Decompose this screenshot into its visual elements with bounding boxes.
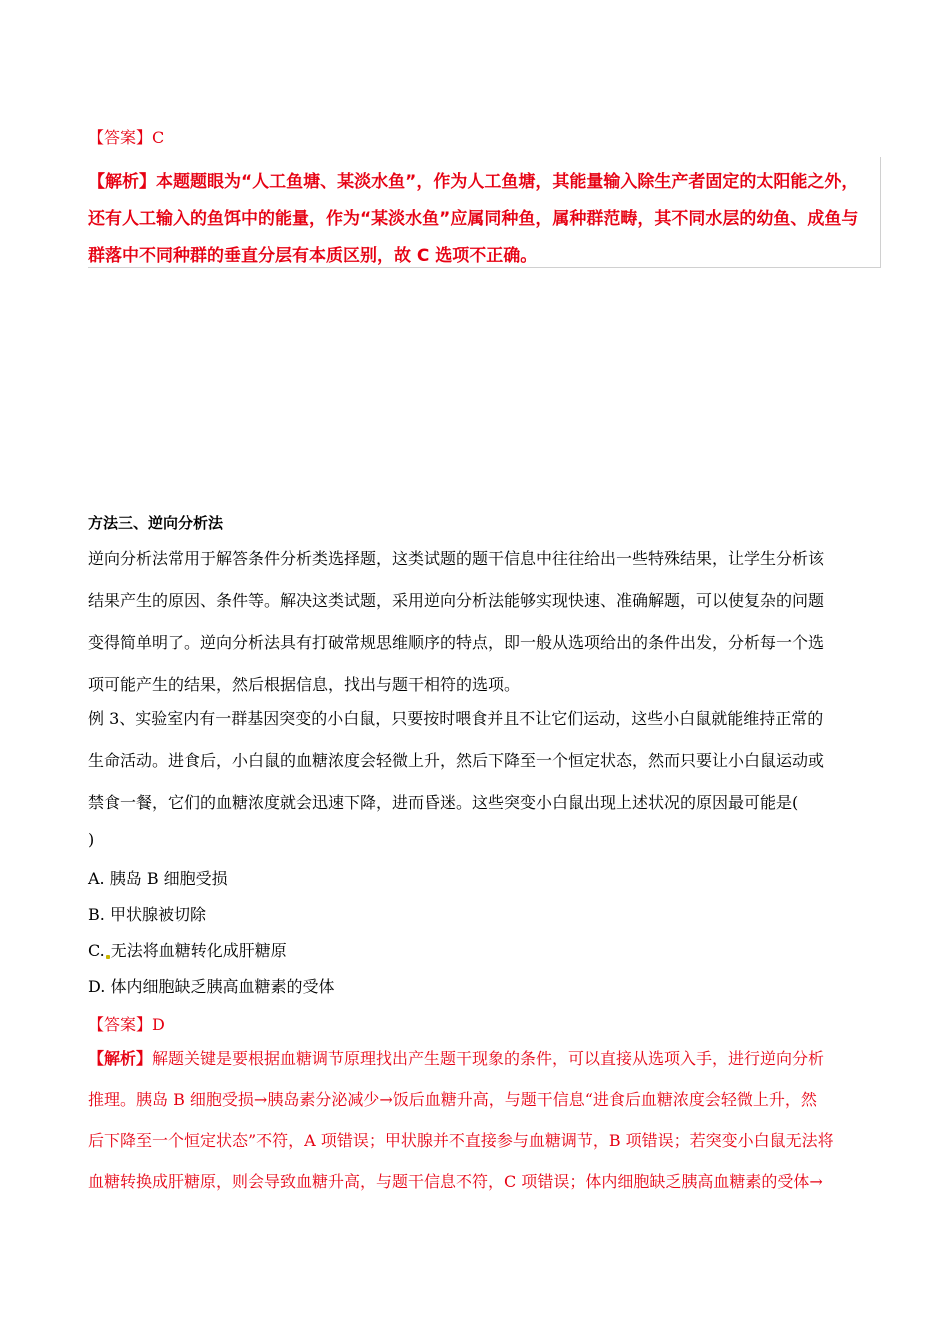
answer-label: 【答案】 [88, 128, 153, 147]
question-line: 生命活动。进食后，小白鼠的血糖浓度会轻微上升，然后下降至一个恒定状态，然而只要让小白鼠运动或 [88, 751, 825, 770]
answer-line-1 [88, 125, 164, 148]
option-letter: B. [88, 905, 105, 924]
analysis-label: 【解析】 [88, 172, 156, 192]
analysis-line: 后下降至一个恒定状态”不符，A 项错误；甲状腺并不直接参与血糖调节，B 项错误；若突变小白鼠无法将 [88, 1131, 834, 1150]
analysis-box-1 [88, 157, 881, 268]
analysis-line: 还有人工输入的鱼饵中的能量，作为“某淡水鱼”应属同种鱼，属种群范畴，其不同水层的幼鱼、成鱼与 [88, 209, 859, 229]
analysis-line: 【解析】本题题眼为“人工鱼塘、某淡水鱼”，作为人工鱼塘，其能量输入除生产者固定的太阳能之外， [88, 172, 859, 192]
scan-mark [106, 955, 110, 959]
option-text: 体内细胞缺乏胰高血糖素的受体 [110, 977, 335, 996]
option-text: 甲状腺被切除 [109, 905, 206, 924]
analysis-line: 推理。胰岛 B 细胞受损→胰岛素分泌减少→饭后血糖升高，与题干信息“进食后血糖浓度会轻微上升，然 [88, 1090, 817, 1109]
method-paragraph-line: 逆向分析法常用于解答条件分析类选择题，这类试题的题干信息中往往给出一些特殊结果，让学生分析该 [88, 549, 825, 568]
method-paragraph-line: 变得简单明了。逆向分析法具有打破常规思维顺序的特点，即一般从选项给出的条件出发，分析每一个选 [88, 633, 825, 652]
analysis-line: 血糖转换成肝糖原，则会导致血糖升高，与题干信息不符，C 项错误；体内细胞缺乏胰高血糖素的受体→ [88, 1172, 823, 1191]
option-d [88, 974, 334, 997]
option-text: 无法将血糖转化成肝糖原 [110, 941, 287, 960]
option-letter: C. [88, 941, 105, 960]
question-line: ) [88, 830, 95, 849]
option-letter: A. [88, 869, 105, 888]
method-paragraph-line: 结果产生的原因、条件等。解决这类试题，采用逆向分析法能够实现快速、准确解题，可以使复杂的问题 [88, 591, 825, 610]
option-c [88, 938, 287, 961]
analysis-line: 【解析】解题关键是要根据血糖调节原理找出产生题干现象的条件，可以直接从选项入手，进行逆向分析 [88, 1049, 825, 1068]
answer-value: C [152, 128, 165, 147]
question-line: 例 3、实验室内有一群基因突变的小白鼠，只要按时喂食并且不让它们运动，这些小白鼠就能维持正常的 [88, 709, 824, 728]
option-text: 胰岛 B 细胞受损 [109, 869, 228, 888]
analysis-label: 【解析】 [88, 1049, 153, 1068]
option-letter: D. [88, 977, 106, 996]
method-title: 方法三、逆向分析法 [88, 514, 224, 532]
answer-label: 【答案】 [88, 1015, 153, 1034]
method-paragraph-line: 项可能产生的结果，然后根据信息，找出与题干相符的选项。 [88, 675, 521, 694]
answer-line-2 [88, 1012, 165, 1035]
question-line: 禁食一餐，它们的血糖浓度就会迅速下降，进而昏迷。这些突变小白鼠出现上述状况的原因最可能是( [88, 793, 799, 812]
option-a [88, 866, 228, 889]
option-b [88, 902, 206, 925]
answer-value: D [152, 1015, 165, 1034]
analysis-line: 群落中不同种群的垂直分层有本质区别，故 C 选项不正确。 [88, 246, 538, 266]
